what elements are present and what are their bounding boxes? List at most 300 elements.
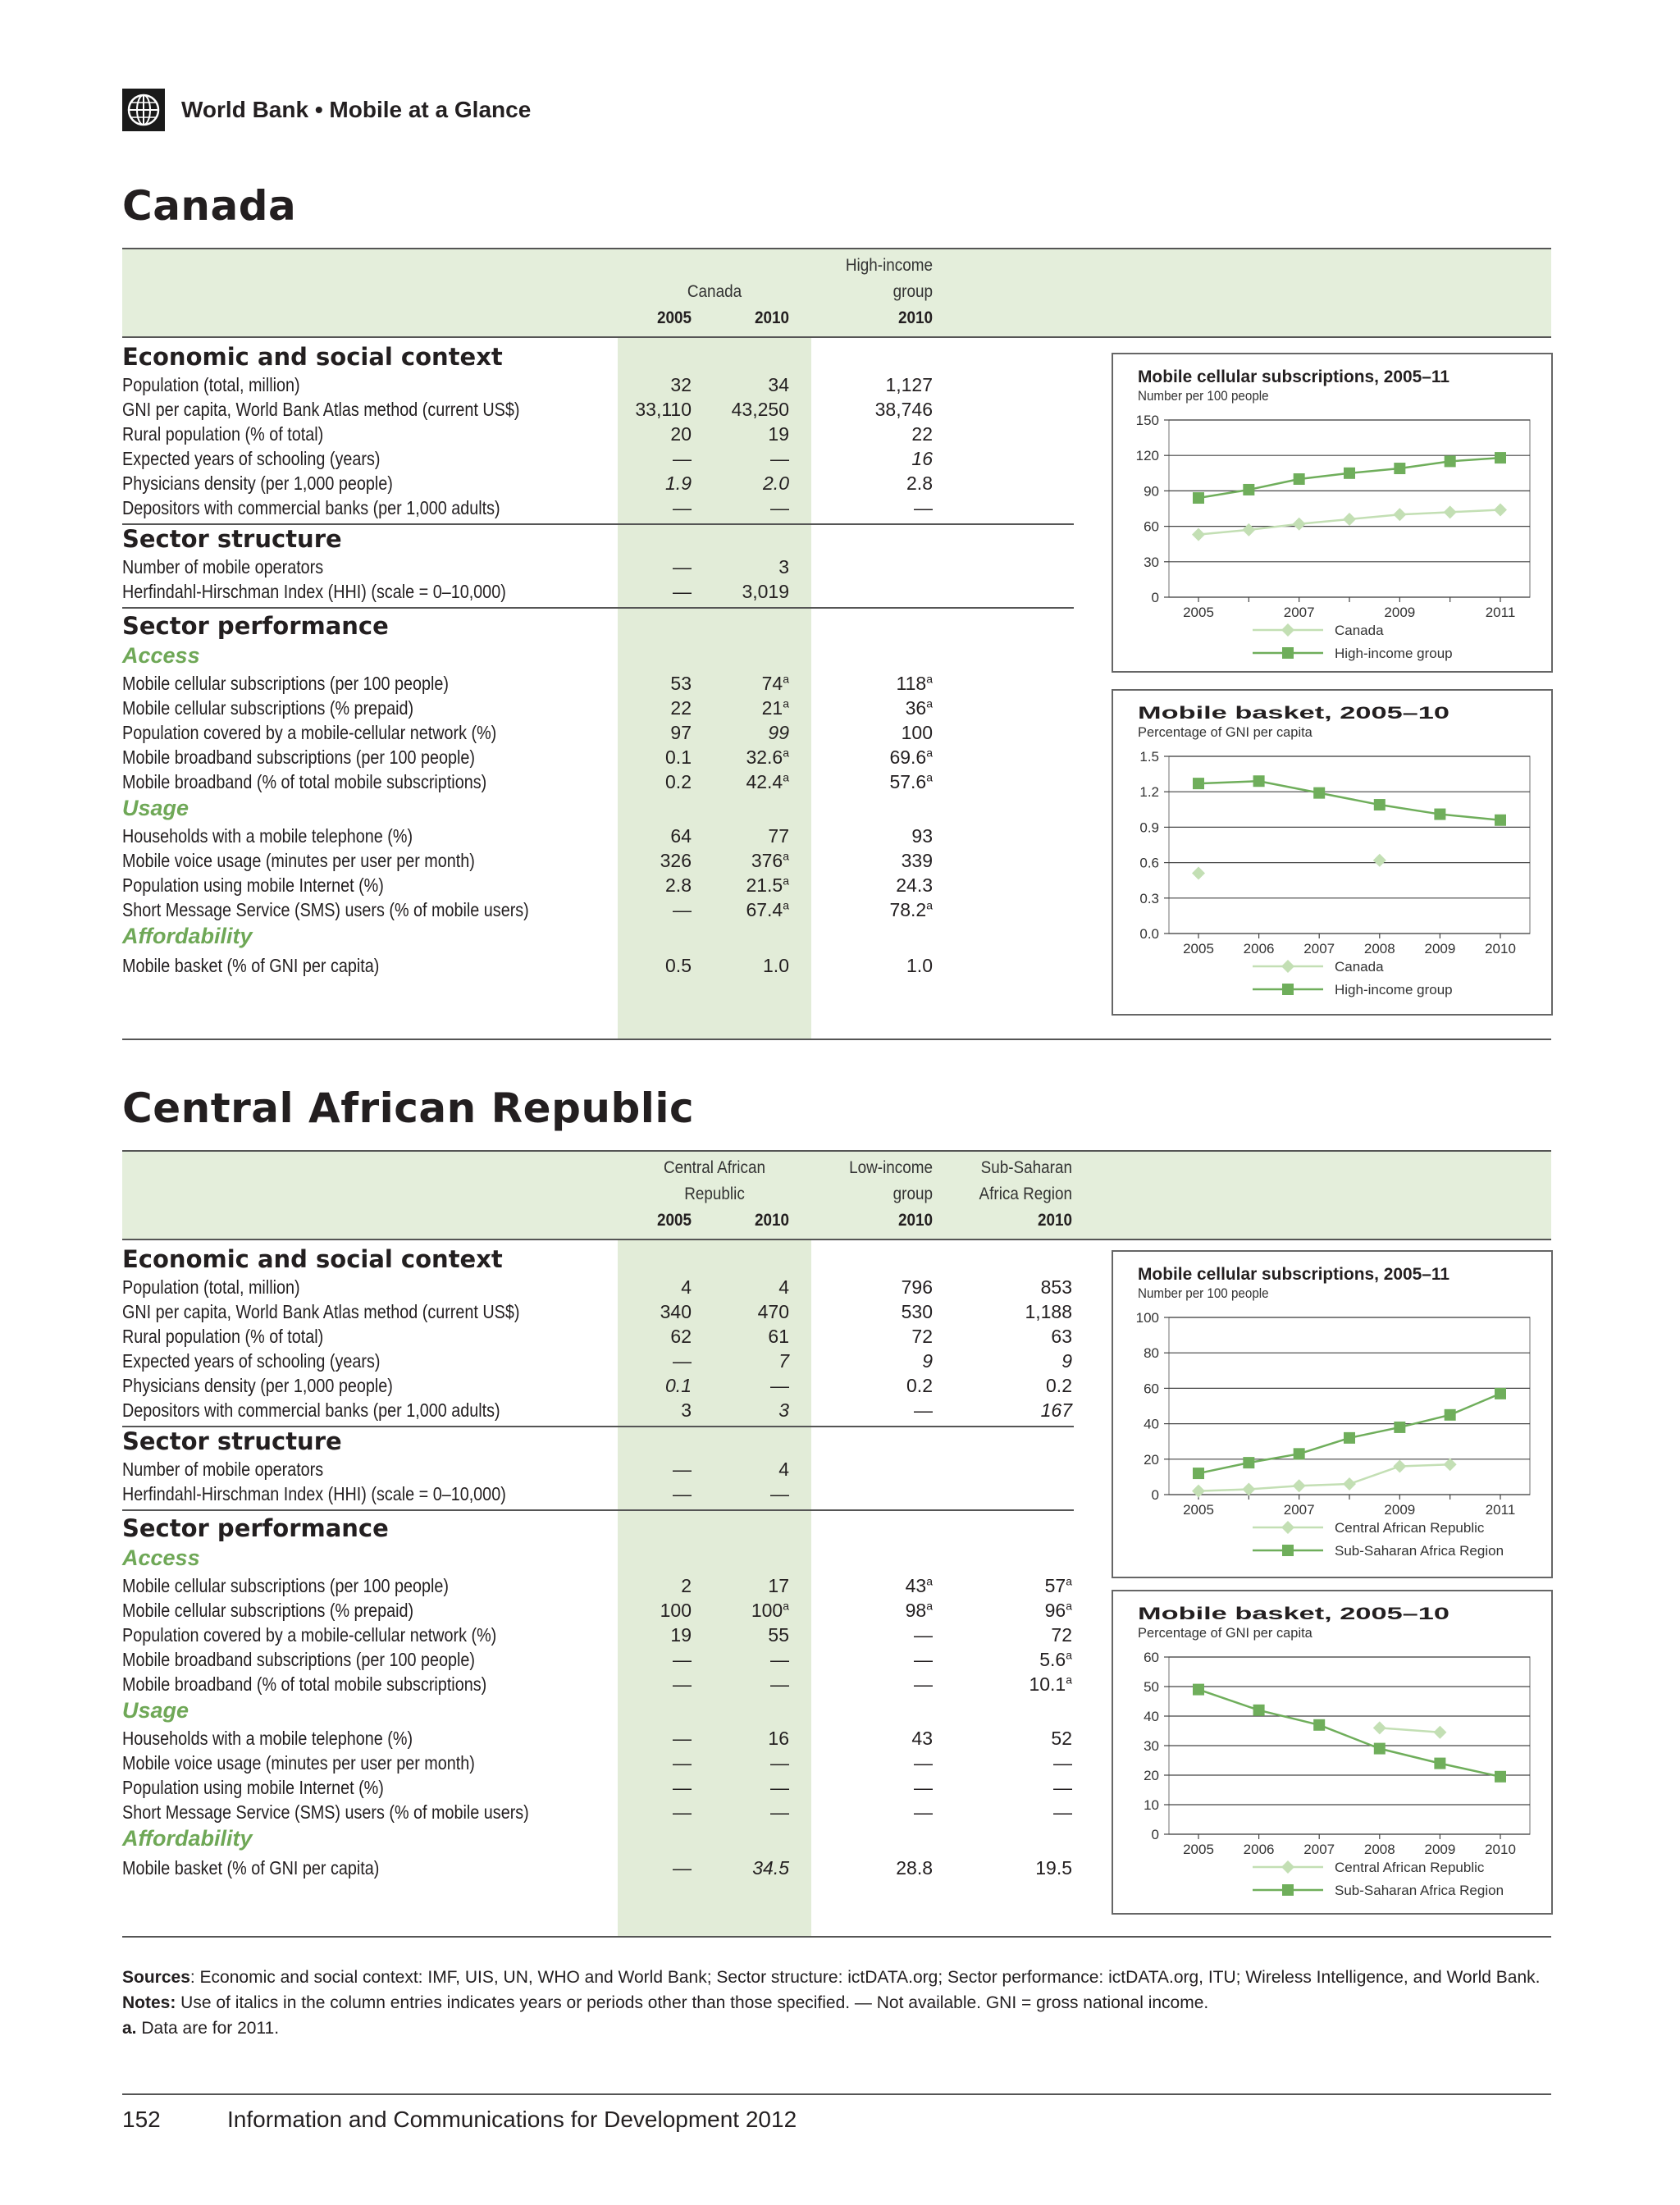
chart-title: Mobile basket, 2005–10 xyxy=(1138,704,1449,723)
cell-number: — xyxy=(770,1649,789,1670)
cell-number: 57.6 xyxy=(889,771,927,792)
row-label: Mobile cellular subscriptions (per 100 people) xyxy=(122,1575,450,1596)
row-label: Population covered by a mobile-cellular network (%) xyxy=(122,722,497,743)
section-heading-performance: Sector performance xyxy=(122,612,389,640)
x-tick-label: 2010 xyxy=(1485,941,1516,956)
data-point-square xyxy=(1344,1432,1355,1444)
cell-number: 74 xyxy=(761,673,783,694)
table-row xyxy=(122,671,1074,696)
cell-number: 3 xyxy=(778,556,789,578)
header-title: World Bank • Mobile at a Glance xyxy=(181,97,532,122)
footnote-marker: a xyxy=(926,672,933,686)
table-row xyxy=(122,696,1074,720)
cell-number: 167 xyxy=(1040,1399,1072,1421)
cell-value xyxy=(957,1775,1072,1800)
data-point-square xyxy=(1294,473,1305,485)
data-point-diamond xyxy=(1293,1479,1306,1492)
chart-title: Mobile basket, 2005–10 xyxy=(1138,1605,1449,1623)
cell-number: 97 xyxy=(670,722,692,743)
cell-number: 22 xyxy=(670,697,692,719)
cell-value xyxy=(674,1647,789,1672)
y-tick-label: 0.0 xyxy=(1139,926,1159,942)
table-row xyxy=(122,897,1074,922)
cell-value xyxy=(674,1275,789,1299)
cell-value xyxy=(674,1623,789,1647)
cell-number: 42.4 xyxy=(746,771,783,792)
cell-number: 796 xyxy=(901,1276,933,1298)
cell-number: 34 xyxy=(768,374,789,395)
cell-value xyxy=(957,1647,1072,1672)
cell-number: 19.5 xyxy=(1035,1857,1072,1879)
legend-marker xyxy=(1282,984,1294,995)
series-line-1 xyxy=(1380,805,1440,815)
cell-value xyxy=(818,1398,933,1422)
legend-label: Canada xyxy=(1335,959,1384,975)
chart-subscriptions-car xyxy=(1112,1250,1553,1578)
subheading-usage: Usage xyxy=(122,1698,189,1723)
series-line-1 xyxy=(1349,468,1399,473)
legend-marker xyxy=(1281,960,1294,973)
y-tick-label: 0 xyxy=(1151,590,1159,605)
table-row xyxy=(122,1398,1074,1422)
subheading-access: Access xyxy=(122,1545,200,1570)
cell-value xyxy=(818,873,933,897)
cell-value xyxy=(674,446,789,471)
cell-value xyxy=(818,1373,933,1398)
cell-number: 20 xyxy=(670,423,692,445)
cell-number: — xyxy=(673,1728,692,1749)
y-tick-label: 0.3 xyxy=(1139,890,1159,906)
row-label: Population using mobile Internet (%) xyxy=(122,1777,384,1798)
chart-subscriptions-canada xyxy=(1112,353,1553,673)
cell-value xyxy=(674,1775,789,1800)
cell-value xyxy=(818,1800,933,1824)
legend-marker xyxy=(1281,623,1294,637)
data-point-square xyxy=(1243,1457,1254,1468)
cell-number: — xyxy=(673,1801,692,1823)
cell-number: 1.0 xyxy=(906,955,933,976)
cell-number: 3 xyxy=(778,1399,789,1421)
cell-value xyxy=(818,1324,933,1349)
cell-number: — xyxy=(673,556,692,578)
series-line-0 xyxy=(1399,512,1449,514)
cell-value xyxy=(818,1751,933,1775)
cell-number: 96 xyxy=(1044,1600,1066,1621)
data-point-diamond xyxy=(1343,1477,1356,1491)
cell-value xyxy=(674,1349,789,1373)
section-heading-structure: Sector structure xyxy=(122,525,342,553)
cell-value xyxy=(674,824,789,848)
series-line-1 xyxy=(1440,815,1500,820)
row-label: Mobile cellular subscriptions (per 100 people) xyxy=(122,673,450,694)
data-point-diamond xyxy=(1494,503,1507,516)
footnote-marker: a xyxy=(1066,1648,1072,1662)
cell-number: — xyxy=(914,1649,933,1670)
cell-value xyxy=(674,1726,789,1751)
table-row xyxy=(122,1647,1074,1672)
footnote-marker: a xyxy=(926,770,933,784)
cell-number: — xyxy=(673,497,692,518)
cell-value xyxy=(674,422,789,446)
cell-number: 3,019 xyxy=(742,581,789,602)
cell-value xyxy=(957,1800,1072,1824)
cell-value xyxy=(957,1573,1072,1598)
table-row xyxy=(122,555,1074,579)
notes-text: Use of italics in the column entries indicates years or periods other than those specified. — Not available. GNI = gross national income. xyxy=(176,1993,1209,2012)
cell-number: 33,110 xyxy=(635,399,692,420)
cell-number: 28.8 xyxy=(896,1857,933,1879)
subheading-affordability: Affordability xyxy=(122,1826,253,1851)
legend-label: Sub-Saharan Africa Region xyxy=(1335,1883,1504,1898)
cell-number: 0.2 xyxy=(906,1375,933,1396)
cell-value xyxy=(674,1299,789,1324)
x-tick-label: 2007 xyxy=(1303,941,1335,956)
row-label: Population (total, million) xyxy=(122,1276,300,1298)
data-point-diamond xyxy=(1373,1721,1386,1734)
table-row xyxy=(122,1373,1074,1398)
chart-subtitle: Percentage of GNI per capita xyxy=(1138,1625,1313,1641)
series-line-1 xyxy=(1450,1394,1500,1415)
table-row xyxy=(122,1457,1074,1481)
row-label: Number of mobile operators xyxy=(122,556,324,578)
cell-number: 98 xyxy=(905,1600,927,1621)
y-tick-label: 150 xyxy=(1135,413,1159,428)
row-label: Households with a mobile telephone (%) xyxy=(122,825,413,847)
cell-value xyxy=(818,897,933,922)
cell-number: — xyxy=(770,1673,789,1695)
footnote-marker: a xyxy=(783,874,789,888)
row-label: Mobile broadband (% of total mobile subscriptions) xyxy=(122,771,487,792)
cell-value xyxy=(818,848,933,873)
cell-number: 55 xyxy=(768,1624,789,1646)
chart-basket-canada xyxy=(1112,689,1553,1016)
plot-frame xyxy=(1169,420,1530,597)
column-header-line1: Sub-Saharan xyxy=(980,1158,1072,1177)
footnote-marker: a xyxy=(926,696,933,710)
data-point-square xyxy=(1434,1758,1445,1769)
footnote-a-text: Data are for 2011. xyxy=(136,2019,280,2038)
y-tick-label: 100 xyxy=(1135,1310,1159,1326)
column-header-line1: Low-income xyxy=(849,1158,933,1177)
cell-value xyxy=(818,953,933,978)
y-tick-label: 1.5 xyxy=(1139,749,1159,765)
cell-value xyxy=(674,397,789,422)
cell-value xyxy=(957,1324,1072,1349)
cell-number: 0.1 xyxy=(665,1375,692,1396)
cell-number: 1.0 xyxy=(763,955,789,976)
table-row xyxy=(122,848,1074,873)
cell-number: 21.5 xyxy=(746,874,783,896)
data-point-diamond xyxy=(1393,1459,1406,1472)
page-number: 152 xyxy=(122,2107,161,2132)
y-tick-label: 60 xyxy=(1144,1381,1159,1397)
row-label: Number of mobile operators xyxy=(122,1459,324,1480)
table-row xyxy=(122,873,1074,897)
x-tick-label: 2006 xyxy=(1243,1842,1275,1857)
cell-number: — xyxy=(1053,1801,1072,1823)
data-point-square xyxy=(1374,799,1386,810)
cell-number: 100 xyxy=(901,722,933,743)
chart-title: Mobile cellular subscriptions, 2005–11 xyxy=(1138,368,1450,386)
cell-value xyxy=(957,1623,1072,1647)
cell-number: 2.8 xyxy=(906,472,933,494)
series-line-0 xyxy=(1299,1484,1349,1486)
cell-value xyxy=(674,953,789,978)
row-label: Mobile basket (% of GNI per capita) xyxy=(122,1857,380,1879)
data-point-square xyxy=(1193,1684,1204,1696)
data-point-diamond xyxy=(1192,867,1205,880)
cell-value xyxy=(674,769,789,794)
cell-number: 43 xyxy=(905,1575,927,1596)
y-tick-label: 0.6 xyxy=(1139,855,1159,871)
column-header-line2: Canada xyxy=(687,282,742,301)
cell-number: 326 xyxy=(660,850,692,871)
sources-text: : Economic and social context: IMF, UIS, UN, WHO and World Bank; Sector structure: ictDATA.org; Sector performance: ictDATA.org, ITU; Wireless Intelligence, and World Bank. xyxy=(189,1968,1541,1987)
table-row xyxy=(122,1856,1074,1880)
cell-value xyxy=(957,1299,1072,1324)
y-tick-label: 0 xyxy=(1151,1487,1159,1503)
table-row xyxy=(122,1726,1074,1751)
data-point-diamond xyxy=(1293,518,1306,531)
legend-label: Sub-Saharan Africa Region xyxy=(1335,1543,1504,1559)
footnote-marker: a xyxy=(783,696,789,710)
row-label: Depositors with commercial banks (per 1,000 adults) xyxy=(122,1399,500,1421)
legend-marker xyxy=(1281,1860,1294,1874)
cell-number: — xyxy=(770,1801,789,1823)
series-line-1 xyxy=(1399,1415,1449,1427)
series-line-1 xyxy=(1399,461,1449,468)
cell-value xyxy=(674,1457,789,1481)
y-tick-label: 60 xyxy=(1144,518,1159,535)
footer-rule xyxy=(122,2093,1551,2095)
cell-value xyxy=(957,1672,1072,1696)
cell-number: — xyxy=(914,497,933,518)
cell-value xyxy=(674,696,789,720)
data-point-diamond xyxy=(1444,505,1457,518)
section-heading-structure: Sector structure xyxy=(122,1427,342,1455)
cell-number: 19 xyxy=(768,423,789,445)
chart-svg xyxy=(1113,691,1551,1011)
cell-value xyxy=(818,1647,933,1672)
cell-value xyxy=(818,1349,933,1373)
cell-value xyxy=(674,1751,789,1775)
cell-number: — xyxy=(914,1801,933,1823)
cell-number: — xyxy=(914,1624,933,1646)
section-heading-economic: Economic and social context xyxy=(122,1245,503,1273)
column-header-line2: group xyxy=(892,1185,933,1203)
cell-value xyxy=(818,1598,933,1623)
row-label: Physicians density (per 1,000 people) xyxy=(122,472,393,494)
table-row xyxy=(122,720,1074,745)
cell-number: — xyxy=(673,1752,692,1774)
legend-marker xyxy=(1282,647,1294,659)
cell-number: — xyxy=(673,1857,692,1879)
x-tick-label: 2006 xyxy=(1243,941,1275,956)
cell-number: 17 xyxy=(768,1575,789,1596)
row-label: Expected years of schooling (years) xyxy=(122,448,381,469)
cell-number: 16 xyxy=(768,1728,789,1749)
cell-value xyxy=(818,720,933,745)
row-label: Mobile broadband subscriptions (per 100 people) xyxy=(122,746,475,768)
legend-marker xyxy=(1282,1884,1294,1896)
cell-number: 853 xyxy=(1040,1276,1072,1298)
cell-number: 53 xyxy=(670,673,692,694)
data-point-square xyxy=(1344,468,1355,479)
column-header-year: 2010 xyxy=(754,308,789,327)
cell-number: 4 xyxy=(778,1276,789,1298)
cell-number: 72 xyxy=(1051,1624,1072,1646)
cell-number: 77 xyxy=(768,825,789,847)
column-header-year: 2010 xyxy=(897,1211,933,1230)
cell-value xyxy=(957,1751,1072,1775)
data-point-square xyxy=(1253,775,1265,787)
x-tick-label: 2009 xyxy=(1384,1502,1416,1518)
table-row xyxy=(122,495,1074,520)
cell-number: 43 xyxy=(911,1728,933,1749)
cell-number: 67.4 xyxy=(746,899,783,920)
cell-number: — xyxy=(770,497,789,518)
row-label: Mobile voice usage (minutes per user per month) xyxy=(122,1752,475,1774)
legend-label: Canada xyxy=(1335,623,1384,638)
row-label: Population using mobile Internet (%) xyxy=(122,874,384,896)
subheading-access: Access xyxy=(122,643,200,668)
cell-number: — xyxy=(770,1752,789,1774)
series-line-1 xyxy=(1198,1690,1259,1710)
table-row xyxy=(122,824,1074,848)
cell-value xyxy=(957,1398,1072,1422)
cell-number: — xyxy=(770,1375,789,1396)
data-point-diamond xyxy=(1444,1458,1457,1471)
section-heading-performance: Sector performance xyxy=(122,1514,389,1542)
cell-value xyxy=(674,1573,789,1598)
cell-value xyxy=(818,1275,933,1299)
cell-value xyxy=(674,745,789,769)
cell-value xyxy=(957,1275,1072,1299)
series-line-1 xyxy=(1440,1764,1500,1777)
cell-number: 21 xyxy=(761,697,783,719)
chart-subtitle: Number per 100 people xyxy=(1138,388,1269,404)
cell-value xyxy=(674,671,789,696)
y-tick-label: 0.9 xyxy=(1139,819,1159,836)
book-title: Information and Communications for Development 2012 xyxy=(227,2107,797,2132)
cell-number: — xyxy=(914,1777,933,1798)
cell-number: 0.2 xyxy=(665,771,692,792)
row-label: Expected years of schooling (years) xyxy=(122,1350,381,1372)
series-line-0 xyxy=(1450,509,1500,512)
row-label: GNI per capita, World Bank Atlas method (current US$) xyxy=(122,399,520,420)
table-row xyxy=(122,953,1074,978)
cell-number: 7 xyxy=(778,1350,789,1372)
cell-number: — xyxy=(673,899,692,920)
data-point-square xyxy=(1193,778,1204,789)
cell-number: 63 xyxy=(1051,1326,1072,1347)
x-tick-label: 2007 xyxy=(1303,1842,1335,1857)
cell-number: 100 xyxy=(660,1600,692,1621)
cell-number: — xyxy=(673,1649,692,1670)
cell-value xyxy=(818,471,933,495)
footnote-marker: a xyxy=(783,770,789,784)
data-point-square xyxy=(1243,484,1254,495)
cell-number: 78.2 xyxy=(889,899,927,920)
data-point-diamond xyxy=(1343,513,1356,526)
y-tick-label: 40 xyxy=(1144,1709,1159,1724)
page-header xyxy=(122,89,531,131)
cell-number: 62 xyxy=(670,1326,692,1347)
row-label: Short Message Service (SMS) users (% of mobile users) xyxy=(122,1801,529,1823)
legend-label: High-income group xyxy=(1335,646,1453,661)
data-point-square xyxy=(1253,1705,1265,1716)
x-tick-label: 2005 xyxy=(1183,1502,1214,1518)
cell-number: 99 xyxy=(768,722,789,743)
row-label: Households with a mobile telephone (%) xyxy=(122,1728,413,1749)
cell-value xyxy=(674,1672,789,1696)
cell-number: 69.6 xyxy=(889,746,927,768)
footnote-marker: a xyxy=(783,746,789,760)
y-tick-label: 80 xyxy=(1144,1345,1159,1362)
cell-value xyxy=(674,1398,789,1422)
x-tick-label: 2005 xyxy=(1183,605,1214,620)
column-header-year: 2010 xyxy=(897,308,933,327)
cell-number: 1,188 xyxy=(1025,1301,1072,1322)
cell-number: 2 xyxy=(681,1575,692,1596)
cell-value xyxy=(957,1598,1072,1623)
series-line-0 xyxy=(1249,1486,1299,1489)
series-line-1 xyxy=(1299,473,1349,479)
cell-number: 10.1 xyxy=(1029,1673,1066,1695)
cell-number: 5.6 xyxy=(1039,1649,1066,1670)
cell-value xyxy=(674,555,789,579)
series-line-0 xyxy=(1198,1490,1249,1491)
series-line-1 xyxy=(1259,781,1320,792)
cell-number: — xyxy=(673,1777,692,1798)
cell-value xyxy=(674,495,789,520)
series-line-1 xyxy=(1299,1438,1349,1454)
footnote-a xyxy=(122,2016,1551,2041)
cell-number: — xyxy=(914,1673,933,1695)
cell-number: 4 xyxy=(681,1276,692,1298)
column-header-line2: Africa Region xyxy=(979,1185,1072,1203)
column-header-year: 2005 xyxy=(656,308,692,327)
series-line-0 xyxy=(1249,524,1299,530)
y-tick-label: 90 xyxy=(1144,483,1159,500)
footnote-marker: a xyxy=(1066,1574,1072,1588)
cell-number: 3 xyxy=(681,1399,692,1421)
cell-value xyxy=(818,1856,933,1880)
cell-value xyxy=(674,372,789,397)
cell-number: 1.9 xyxy=(665,472,692,494)
cell-value xyxy=(674,897,789,922)
cell-number: 9 xyxy=(922,1350,933,1372)
row-label: Physicians density (per 1,000 people) xyxy=(122,1375,393,1396)
cell-number: — xyxy=(673,1673,692,1695)
x-tick-label: 2009 xyxy=(1384,605,1416,620)
table-row xyxy=(122,422,1074,446)
cell-number: 32 xyxy=(670,374,692,395)
series-line-1 xyxy=(1259,1710,1320,1725)
data-point-diamond xyxy=(1242,1483,1255,1496)
series-line-0 xyxy=(1380,1728,1440,1732)
cell-value xyxy=(674,848,789,873)
y-tick-label: 1.2 xyxy=(1139,784,1159,801)
country-title: Central African Republic xyxy=(122,1084,695,1132)
footnote-marker: a xyxy=(926,1574,933,1588)
cell-number: 72 xyxy=(911,1326,933,1347)
data-point-square xyxy=(1495,452,1506,463)
table-row xyxy=(122,372,1074,397)
data-point-square xyxy=(1193,492,1204,504)
cell-value xyxy=(818,1726,933,1751)
series-line-0 xyxy=(1198,530,1249,535)
